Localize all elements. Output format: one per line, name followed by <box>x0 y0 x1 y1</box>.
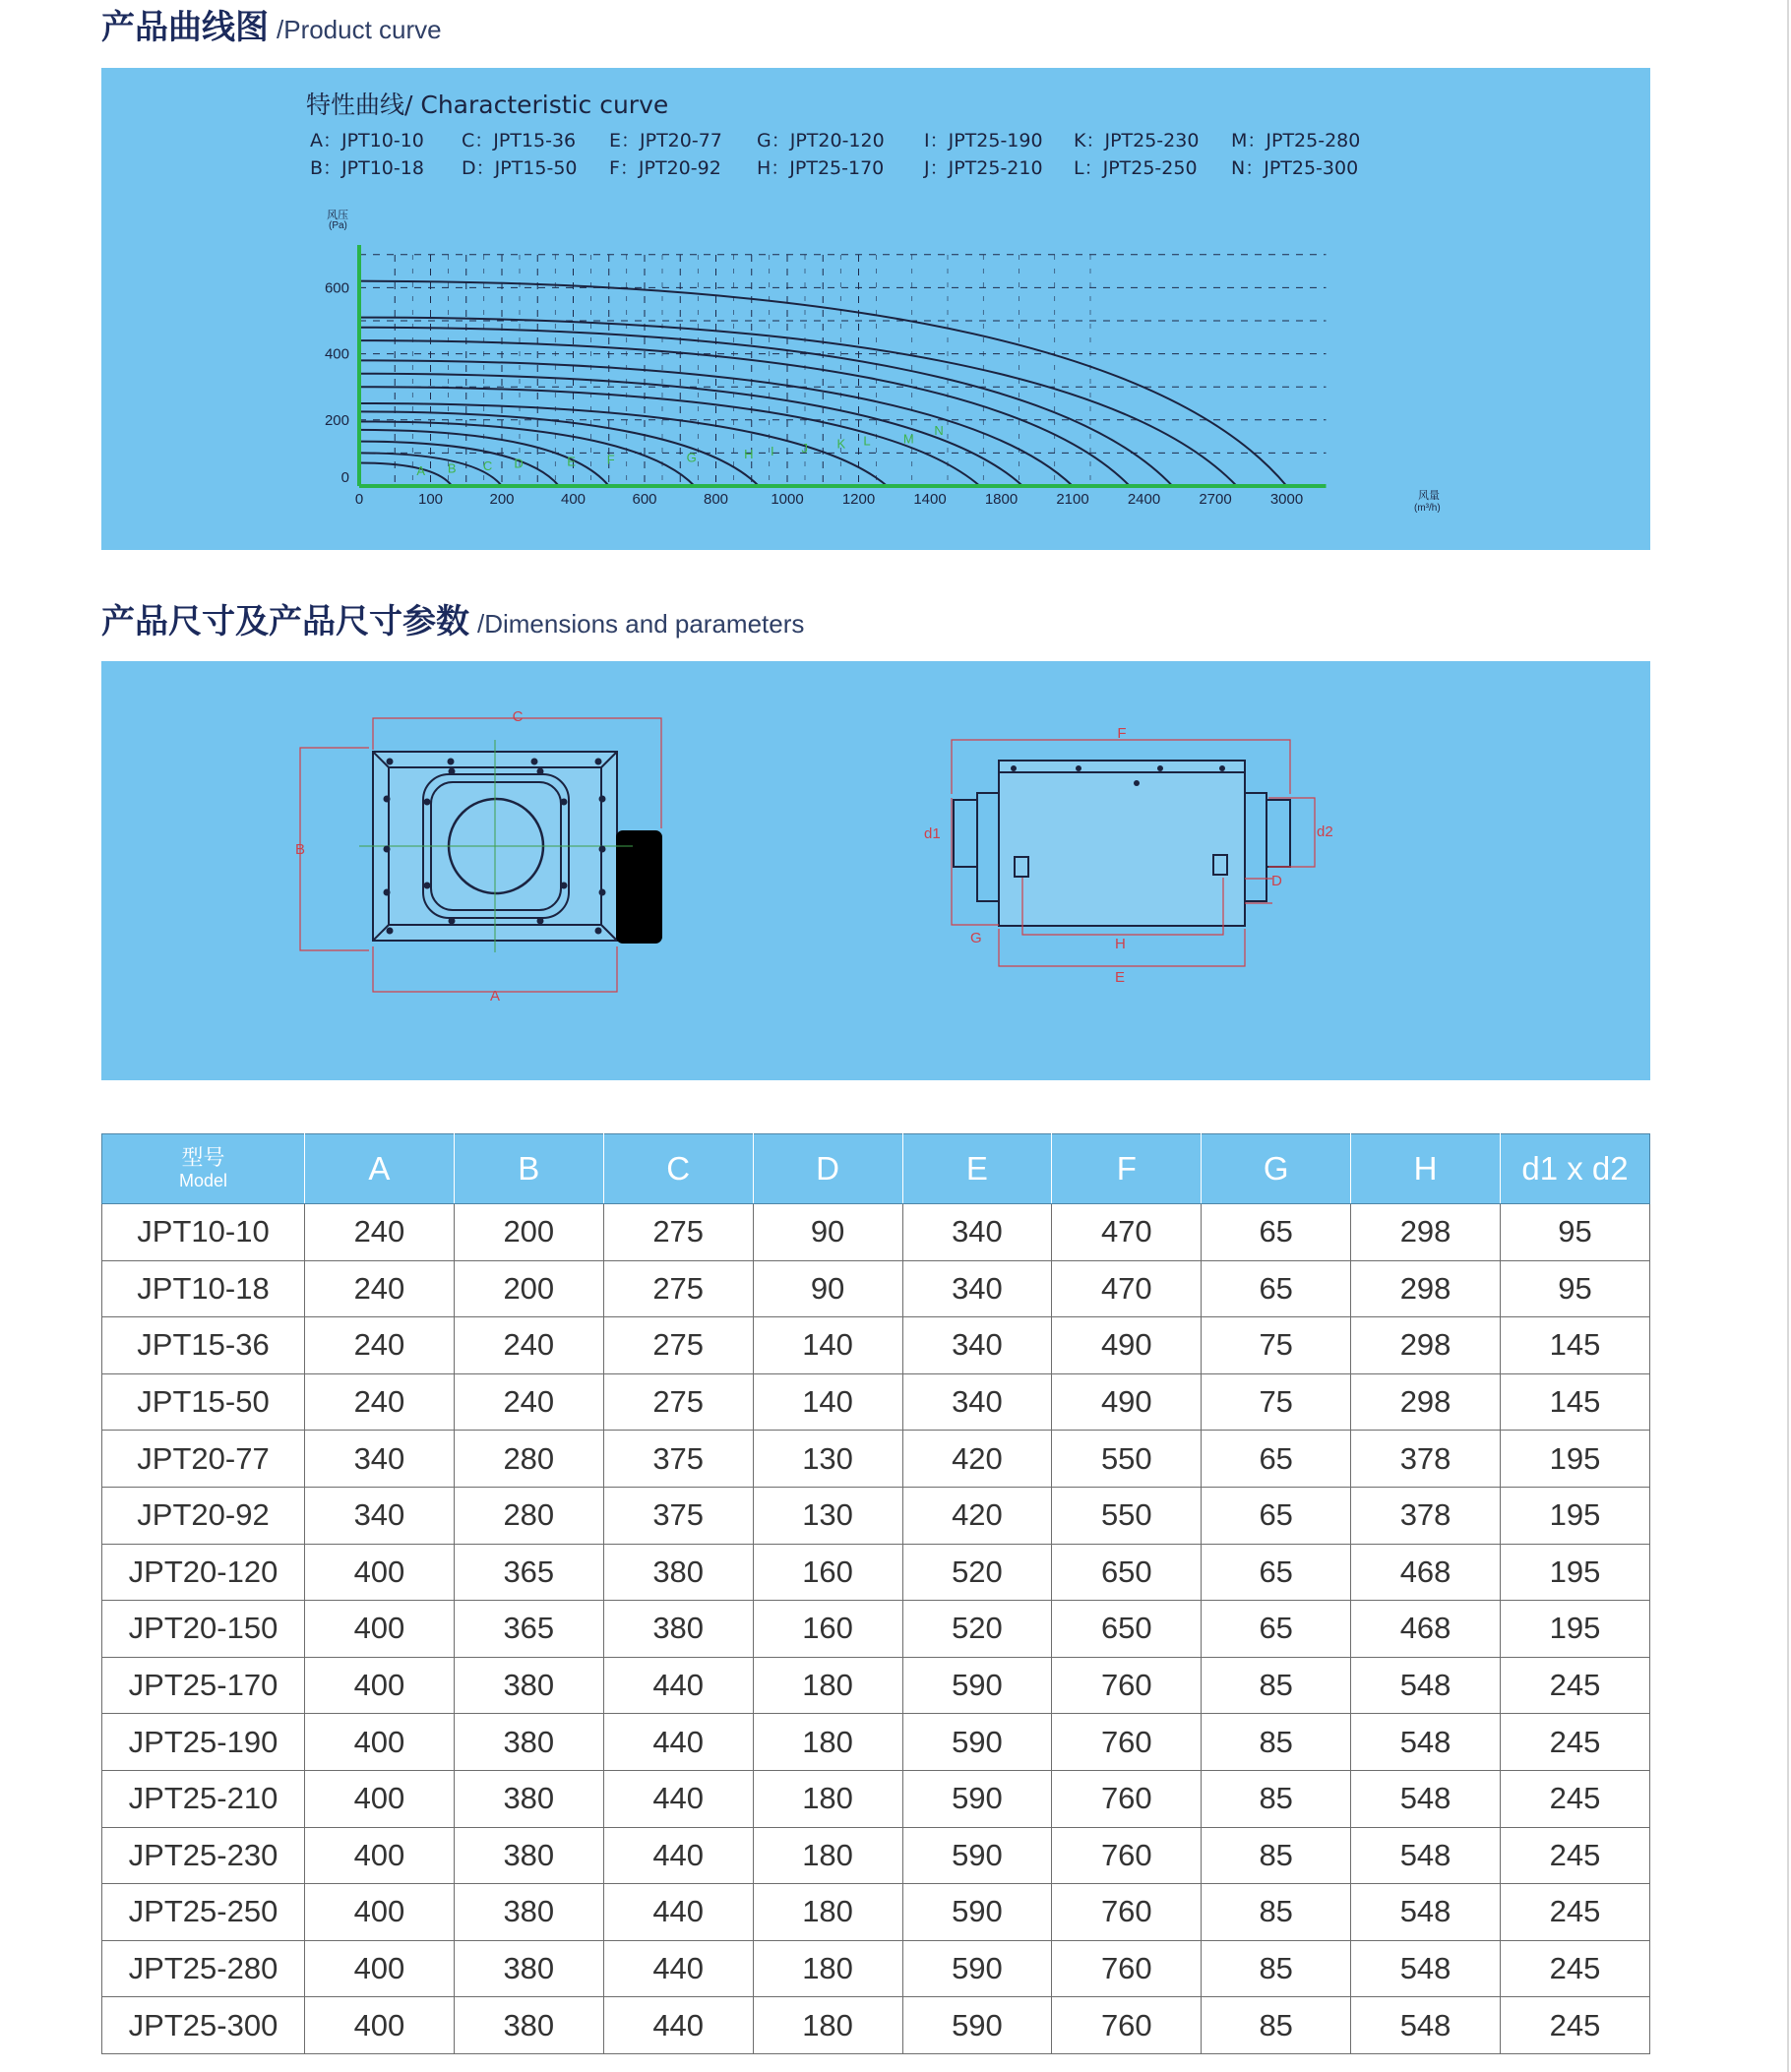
cell-value: 380 <box>603 1601 753 1658</box>
y-tick-label: 400 <box>324 345 349 363</box>
cell-value: 400 <box>305 1714 455 1771</box>
x-tick-label: 600 <box>632 491 657 508</box>
y-axis-label: 风压 <box>327 209 348 221</box>
cell-value: 400 <box>305 1601 455 1658</box>
cell-value: 400 <box>305 1827 455 1884</box>
cell-value: 340 <box>902 1204 1052 1261</box>
cell-value: 590 <box>902 1997 1052 2054</box>
table-row <box>102 1770 1650 1827</box>
cell-value: 440 <box>603 1997 753 2054</box>
page-edge-rule <box>1787 0 1789 2072</box>
cell-value: 650 <box>1052 1601 1202 1658</box>
cell-value: 85 <box>1202 1657 1351 1714</box>
table-row <box>102 1827 1650 1884</box>
cell-value: 240 <box>454 1317 603 1374</box>
cell-value: 85 <box>1202 1827 1351 1884</box>
cell-value: 590 <box>902 1714 1052 1771</box>
cell-value: 380 <box>454 1827 603 1884</box>
cell-value: 375 <box>603 1431 753 1488</box>
cell-value: 590 <box>902 1770 1052 1827</box>
cell-value: 275 <box>603 1204 753 1261</box>
x-tick-label: 2400 <box>1127 491 1161 508</box>
legend-entry: C：JPT15-36 <box>462 130 577 152</box>
cell-value: 650 <box>1052 1544 1202 1601</box>
side-top-rail <box>999 761 1245 772</box>
curve-label-L: L <box>863 433 871 449</box>
curve-label-J: J <box>801 440 808 456</box>
cell-value: 548 <box>1351 1940 1501 1997</box>
cell-value: 520 <box>902 1601 1052 1658</box>
cell-value: 275 <box>603 1260 753 1317</box>
cell-value: 160 <box>753 1601 902 1658</box>
cell-value: 400 <box>305 1940 455 1997</box>
table-row <box>102 1317 1650 1374</box>
cell-value: 590 <box>902 1940 1052 1997</box>
curve-label-C: C <box>482 458 493 474</box>
x-axis-label: 风量 <box>1418 489 1440 502</box>
cell-value: 548 <box>1351 1657 1501 1714</box>
cell-model: JPT10-10 <box>102 1204 305 1261</box>
cell-value: 470 <box>1052 1204 1202 1261</box>
legend-entry: G：JPT20-120 <box>757 130 885 152</box>
table-row <box>102 1544 1650 1601</box>
cell-value: 75 <box>1202 1373 1351 1431</box>
curve-label-F: F <box>606 452 615 467</box>
cell-value: 548 <box>1351 1997 1501 2054</box>
cell-value: 380 <box>454 1940 603 1997</box>
cell-value: 245 <box>1501 1770 1650 1827</box>
cell-value: 440 <box>603 1884 753 1941</box>
curve-label-N: N <box>934 423 944 439</box>
header-col: C <box>603 1134 753 1204</box>
cell-value: 65 <box>1202 1487 1351 1544</box>
curve-label-A: A <box>416 462 426 478</box>
cell-value: 85 <box>1202 1770 1351 1827</box>
cell-value: 380 <box>454 1997 603 2054</box>
cell-value: 180 <box>753 1714 902 1771</box>
x-tick-label: 1400 <box>913 491 947 508</box>
cell-value: 760 <box>1052 1827 1202 1884</box>
dim-label-f: F <box>1117 725 1127 742</box>
cell-value: 200 <box>454 1260 603 1317</box>
x-tick-label: 1800 <box>984 491 1019 508</box>
cell-value: 245 <box>1501 1940 1650 1997</box>
header-model-en: Model <box>178 1171 228 1190</box>
cell-value: 95 <box>1501 1204 1650 1261</box>
dimension-drawings <box>101 661 1650 1080</box>
cell-value: 760 <box>1052 1770 1202 1827</box>
legend-entry: L：JPT25-250 <box>1074 157 1198 179</box>
legend-entry: E：JPT20-77 <box>609 130 722 152</box>
header-col: E <box>902 1134 1052 1204</box>
side-view-drawing <box>954 761 1290 926</box>
cell-value: 440 <box>603 1657 753 1714</box>
x-tick-label: 100 <box>417 491 444 508</box>
dimensions-title-cn: 产品尺寸及产品尺寸参数 <box>101 602 469 641</box>
header-model-cn: 型号 <box>181 1146 225 1171</box>
product-curve-title-en: /Product curve <box>277 15 442 44</box>
characteristic-curve-chart <box>101 68 1650 550</box>
cell-value: 550 <box>1052 1431 1202 1488</box>
cell-value: 90 <box>753 1260 902 1317</box>
cell-value: 378 <box>1351 1487 1501 1544</box>
legend-entry: M：JPT25-280 <box>1231 130 1361 152</box>
dim-label-g: G <box>970 930 982 946</box>
legend-entry: I：JPT25-190 <box>924 130 1043 152</box>
table-row <box>102 1431 1650 1488</box>
cell-model: JPT20-120 <box>102 1544 305 1601</box>
cell-model: JPT20-150 <box>102 1601 305 1658</box>
table-row <box>102 1657 1650 1714</box>
cell-value: 75 <box>1202 1317 1351 1374</box>
legend-entry: F：JPT20-92 <box>609 157 721 179</box>
cell-value: 195 <box>1501 1487 1650 1544</box>
cell-value: 340 <box>902 1373 1052 1431</box>
curve-L <box>359 328 1173 486</box>
table-header-row <box>102 1134 1650 1204</box>
x-tick-label: 0 <box>354 491 364 508</box>
cell-value: 240 <box>305 1373 455 1431</box>
cell-value: 420 <box>902 1431 1052 1488</box>
cell-value: 340 <box>305 1487 455 1544</box>
cell-value: 400 <box>305 1544 455 1601</box>
legend-entry: H：JPT25-170 <box>757 157 885 179</box>
cell-value: 378 <box>1351 1431 1501 1488</box>
cell-value: 180 <box>753 1884 902 1941</box>
chart-gridlines <box>359 255 1327 486</box>
curve-label-H: H <box>744 446 754 461</box>
dim-label-a: A <box>489 988 501 1005</box>
x-tick-label: 3000 <box>1269 491 1304 508</box>
cell-value: 470 <box>1052 1260 1202 1317</box>
curve-label-E: E <box>567 454 576 469</box>
cell-model: JPT20-77 <box>102 1431 305 1488</box>
cell-value: 400 <box>305 1770 455 1827</box>
cell-value: 240 <box>454 1373 603 1431</box>
cell-model: JPT25-300 <box>102 1997 305 2054</box>
cell-value: 280 <box>454 1431 603 1488</box>
curve-label-K: K <box>836 436 846 452</box>
cell-value: 160 <box>753 1544 902 1601</box>
cell-value: 400 <box>305 1657 455 1714</box>
cell-value: 760 <box>1052 1657 1202 1714</box>
x-tick-label: 200 <box>489 491 515 508</box>
cell-value: 380 <box>454 1770 603 1827</box>
table-row <box>102 1940 1650 1997</box>
cell-value: 468 <box>1351 1601 1501 1658</box>
cell-value: 195 <box>1501 1601 1650 1658</box>
product-curve-title-cn: 产品曲线图 <box>101 8 269 47</box>
cell-value: 548 <box>1351 1827 1501 1884</box>
cell-value: 440 <box>603 1827 753 1884</box>
dim-label-c: C <box>512 708 524 725</box>
cell-value: 548 <box>1351 1714 1501 1771</box>
legend-entry: N：JPT25-300 <box>1231 157 1359 179</box>
cell-value: 240 <box>305 1204 455 1261</box>
dimension-table <box>101 1133 1650 2054</box>
cell-value: 365 <box>454 1601 603 1658</box>
cell-model: JPT25-280 <box>102 1940 305 1997</box>
front-view-drawing <box>359 740 661 952</box>
cell-model: JPT25-210 <box>102 1770 305 1827</box>
cell-value: 590 <box>902 1884 1052 1941</box>
cell-value: 195 <box>1501 1431 1650 1488</box>
legend-entry: A：JPT10-10 <box>310 130 424 152</box>
cell-value: 298 <box>1351 1317 1501 1374</box>
product-curve-heading <box>101 0 442 48</box>
cell-value: 65 <box>1202 1431 1351 1488</box>
curve-A <box>359 462 452 486</box>
cell-value: 298 <box>1351 1260 1501 1317</box>
cell-value: 140 <box>753 1373 902 1431</box>
header-col: H <box>1351 1134 1501 1204</box>
cell-value: 340 <box>305 1431 455 1488</box>
dim-label-d2: d2 <box>1317 823 1333 840</box>
cell-value: 65 <box>1202 1601 1351 1658</box>
header-col: B <box>454 1134 603 1204</box>
cell-value: 298 <box>1351 1373 1501 1431</box>
cell-value: 245 <box>1501 1827 1650 1884</box>
table-row <box>102 1884 1650 1941</box>
cell-value: 180 <box>753 1657 902 1714</box>
dim-label-d1: d1 <box>924 825 941 842</box>
cell-model: JPT10-18 <box>102 1260 305 1317</box>
cell-value: 340 <box>902 1317 1052 1374</box>
cell-value: 245 <box>1501 1884 1650 1941</box>
cell-value: 145 <box>1501 1373 1650 1431</box>
header-col: A <box>305 1134 455 1204</box>
cell-value: 400 <box>305 1997 455 2054</box>
cell-value: 180 <box>753 1827 902 1884</box>
cell-value: 380 <box>454 1657 603 1714</box>
y-tick-label: 600 <box>324 279 349 297</box>
table-row <box>102 1997 1650 2054</box>
cell-value: 380 <box>603 1544 753 1601</box>
table-row <box>102 1204 1650 1261</box>
cell-value: 280 <box>454 1487 603 1544</box>
y-axis-unit: (Pa) <box>329 220 347 231</box>
curve-label-B: B <box>447 460 457 476</box>
x-tick-label: 2100 <box>1056 491 1089 508</box>
cell-value: 760 <box>1052 1884 1202 1941</box>
cell-value: 298 <box>1351 1204 1501 1261</box>
chart-title: 特性曲线/ Characteristic curve <box>306 91 669 119</box>
dim-label-b: B <box>294 841 306 858</box>
dim-label-d: D <box>1271 873 1282 889</box>
cell-model: JPT20-92 <box>102 1487 305 1544</box>
cell-value: 468 <box>1351 1544 1501 1601</box>
dimensions-title-en: /Dimensions and parameters <box>477 609 805 639</box>
cell-value: 420 <box>902 1487 1052 1544</box>
legend-entry: D：JPT15-50 <box>462 157 578 179</box>
cell-value: 195 <box>1501 1544 1650 1601</box>
cell-value: 180 <box>753 1770 902 1827</box>
cell-value: 590 <box>902 1827 1052 1884</box>
cell-value: 275 <box>603 1317 753 1374</box>
cell-value: 145 <box>1501 1317 1650 1374</box>
junction-box <box>617 831 661 943</box>
cell-value: 400 <box>305 1884 455 1941</box>
cell-value: 520 <box>902 1544 1052 1601</box>
header-model <box>102 1134 305 1204</box>
curve-label-M: M <box>902 431 914 447</box>
cell-value: 200 <box>454 1204 603 1261</box>
y-tick-label: 0 <box>340 469 349 486</box>
cell-value: 440 <box>603 1940 753 1997</box>
cell-value: 340 <box>902 1260 1052 1317</box>
dimension-table-grid <box>101 1133 1650 2054</box>
cell-value: 380 <box>454 1714 603 1771</box>
cell-value: 375 <box>603 1487 753 1544</box>
cell-value: 65 <box>1202 1260 1351 1317</box>
x-axis-unit: (m³/h) <box>1414 503 1441 514</box>
cell-value: 380 <box>454 1884 603 1941</box>
cell-value: 95 <box>1501 1260 1650 1317</box>
curve-label-G: G <box>686 450 697 465</box>
cell-value: 85 <box>1202 1997 1351 2054</box>
cell-model: JPT25-170 <box>102 1657 305 1714</box>
dim-label-h: H <box>1115 936 1126 952</box>
cell-value: 275 <box>603 1373 753 1431</box>
legend-entry: B：JPT10-18 <box>310 157 424 179</box>
cell-value: 760 <box>1052 1714 1202 1771</box>
cell-model: JPT25-250 <box>102 1884 305 1941</box>
cell-value: 130 <box>753 1431 902 1488</box>
cell-value: 490 <box>1052 1317 1202 1374</box>
header-col: F <box>1052 1134 1202 1204</box>
cell-value: 760 <box>1052 1997 1202 2054</box>
table-row <box>102 1373 1650 1431</box>
cell-value: 180 <box>753 1940 902 1997</box>
dimension-drawing-panel <box>101 661 1650 1080</box>
dim-label-e: E <box>1115 969 1126 986</box>
cell-value: 440 <box>603 1714 753 1771</box>
cell-value: 65 <box>1202 1204 1351 1261</box>
legend-entry: K：JPT25-230 <box>1074 130 1200 152</box>
cell-value: 240 <box>305 1317 455 1374</box>
cell-value: 85 <box>1202 1940 1351 1997</box>
table-body <box>102 1204 1650 2054</box>
x-tick-label: 800 <box>703 491 729 508</box>
cell-model: JPT15-36 <box>102 1317 305 1374</box>
cell-value: 240 <box>305 1260 455 1317</box>
table-row <box>102 1487 1650 1544</box>
cell-model: JPT15-50 <box>102 1373 305 1431</box>
cell-value: 245 <box>1501 1714 1650 1771</box>
cell-value: 550 <box>1052 1487 1202 1544</box>
cell-value: 245 <box>1501 1997 1650 2054</box>
cell-value: 590 <box>902 1657 1052 1714</box>
x-tick-label: 1200 <box>841 491 876 508</box>
cell-value: 180 <box>753 1997 902 2054</box>
cell-value: 245 <box>1501 1657 1650 1714</box>
table-row <box>102 1260 1650 1317</box>
cell-value: 490 <box>1052 1373 1202 1431</box>
y-tick-label: 200 <box>324 411 349 429</box>
header-col: D <box>753 1134 902 1204</box>
characteristic-curve-panel <box>101 68 1650 550</box>
cell-value: 65 <box>1202 1544 1351 1601</box>
cell-value: 548 <box>1351 1770 1501 1827</box>
cell-model: JPT25-190 <box>102 1714 305 1771</box>
cell-value: 85 <box>1202 1714 1351 1771</box>
cell-value: 365 <box>454 1544 603 1601</box>
cell-value: 85 <box>1202 1884 1351 1941</box>
header-col: G <box>1202 1134 1351 1204</box>
dimensions-heading <box>101 594 804 642</box>
cell-value: 548 <box>1351 1884 1501 1941</box>
cell-value: 760 <box>1052 1940 1202 1997</box>
curve-label-I: I <box>771 443 774 458</box>
table-row <box>102 1601 1650 1658</box>
cell-value: 140 <box>753 1317 902 1374</box>
x-tick-label: 400 <box>560 491 587 508</box>
curve-label-D: D <box>514 456 524 471</box>
cell-value: 90 <box>753 1204 902 1261</box>
cell-model: JPT25-230 <box>102 1827 305 1884</box>
header-col: d1 x d2 <box>1501 1134 1650 1204</box>
cell-value: 440 <box>603 1770 753 1827</box>
x-tick-label: 1000 <box>771 491 804 508</box>
x-tick-label: 2700 <box>1199 491 1232 508</box>
cell-value: 130 <box>753 1487 902 1544</box>
legend-entry: J：JPT25-210 <box>924 157 1043 179</box>
side-housing <box>999 766 1245 926</box>
table-row <box>102 1714 1650 1771</box>
